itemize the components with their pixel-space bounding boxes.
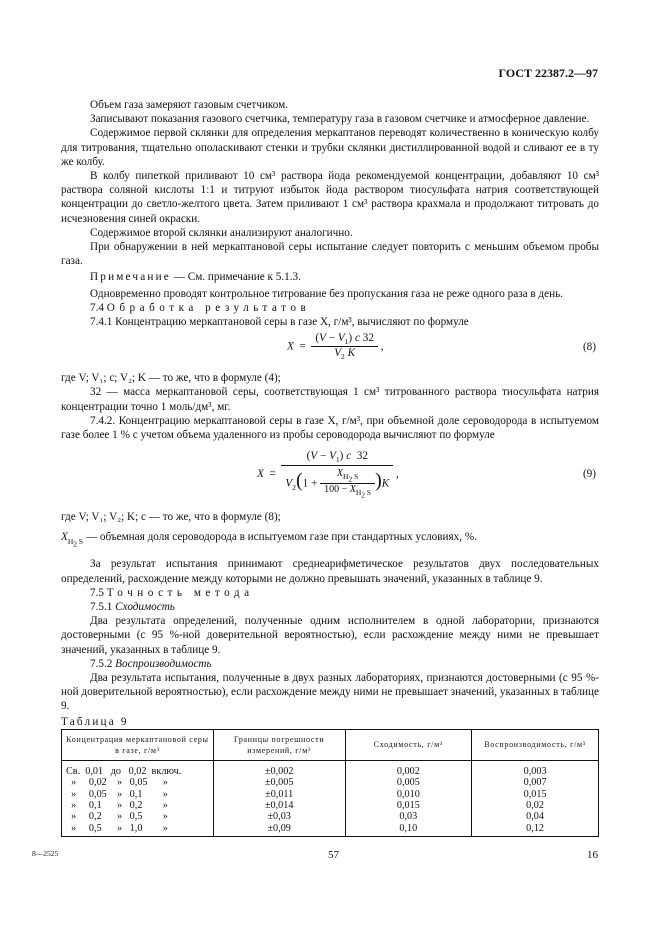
- formula-8: [61, 332, 599, 366]
- repeatability-cell: 0,015: [345, 800, 472, 811]
- reproducibility-cell: 0,04: [472, 811, 599, 822]
- table-row: [62, 800, 599, 811]
- section-heading: [61, 586, 599, 600]
- formula-8-expression: X = $\frac{(V - V_1) c 32}{V_2 K}$ ,: [287, 332, 384, 362]
- repeatability-cell: 0,005: [345, 777, 472, 788]
- paragraph: Два результата испытания, полученные в двух разных лабораториях, признаются достоверными (с 95 %-ной доверительной вероятностью), если расхождение между ними не превышает значений, указанных в таблице 9.: [61, 672, 599, 713]
- error-cell: ±0,005: [213, 777, 345, 788]
- table-row: [62, 777, 599, 788]
- table-label: Таблица 9: [61, 715, 129, 728]
- reproducibility-cell: 0,015: [472, 789, 599, 800]
- repeatability-cell: 0,002: [345, 760, 472, 777]
- paragraph: Объем газа замеряют газовым счетчиком.: [90, 99, 289, 111]
- repeatability-cell: 0,03: [345, 811, 472, 822]
- paragraph: Записывают показания газового счетчика, температуру газа в газовом счетчике и атмосферное давление.: [90, 113, 590, 126]
- paragraph: При обнаружении в ней меркаптановой серы испытание следует повторить с меньшим объемом пробы газа.: [61, 241, 599, 268]
- column-header: Границы погрешности измерений, г/м³: [213, 729, 345, 760]
- page-number: 57: [328, 849, 339, 861]
- section-title: Сходимость: [115, 601, 175, 614]
- standard-number: ГОСТ 22387.2—97: [498, 66, 598, 80]
- subsection-heading: [61, 657, 599, 671]
- concentration-cell: Св. 0,01 до 0,02 включ.: [62, 760, 214, 777]
- repeatability-cell: 0,10: [345, 823, 472, 837]
- subsection-heading: [61, 600, 599, 614]
- concentration-cell: » 0,02 » 0,05 »: [62, 777, 214, 788]
- main-text: [61, 98, 599, 837]
- section-number: 7.4: [90, 301, 107, 314]
- paragraph: 7.4.1 Концентрацию меркаптановой серы в газе X, г/м³, вычисляют по формуле: [90, 316, 469, 329]
- paragraph: где V; V₁; V₂; K; c — то же, что в формуле (8);: [61, 511, 281, 524]
- paragraph: Два результата определений, полученные одним исполнителем в одной лаборатории, признаются достоверными (с 95 %-ной доверительной вероятностью), если расхождение между ними не превышает значений, указанных в таблице 9.: [61, 615, 599, 656]
- sheet-number: 16: [587, 849, 598, 861]
- note-text: — См. примечание к 5.1.3.: [170, 271, 301, 284]
- formula-number: (9): [582, 468, 596, 481]
- formula-number: (8): [582, 341, 596, 354]
- table-row: [62, 789, 599, 800]
- section-title: Воспроизводимость: [115, 657, 212, 670]
- column-header: Сходимость, г/м³: [345, 729, 472, 760]
- section-title: Обработка результатов: [106, 301, 311, 314]
- note-label: Примечание: [90, 271, 171, 284]
- error-cell: ±0,014: [213, 800, 345, 811]
- column-header: Воспроизводимость, г/м³: [472, 729, 599, 760]
- note: [61, 270, 599, 284]
- section-title: Точность метода: [106, 586, 254, 599]
- error-cell: ±0,09: [213, 823, 345, 837]
- table-row: [62, 823, 599, 837]
- reproducibility-cell: 0,003: [472, 760, 599, 777]
- paragraph: где V; V₁; c; V₂; K — то же, что в формуле (4);: [61, 372, 281, 385]
- section-number: 7.5.2: [90, 657, 116, 670]
- reproducibility-cell: 0,02: [472, 800, 599, 811]
- error-cell: ±0,002: [213, 760, 345, 777]
- table-9: [61, 729, 599, 837]
- print-code: 8—2525: [32, 849, 59, 858]
- paragraph: Содержимое второй склянки анализируют аналогично.: [90, 226, 353, 239]
- paragraph: 7.4.2. Концентрацию меркаптановой серы в газе X, г/м³, при объемной доле сероводорода в испытуемом газе более 1 % с учетом объема удаленного из пробы сероводорода вычисляют по формуле: [61, 414, 599, 442]
- concentration-cell: » 0,5 » 1,0 »: [62, 823, 214, 837]
- error-cell: ±0,011: [213, 789, 345, 800]
- paragraph: $X_{H_2 S}$ — объемная доля сероводорода в испытуемом газе при стандартных условиях, %.: [61, 531, 477, 549]
- formula-9-expression: X = $(V - V_1)$ c 32 $V_2(1$ + $\frac{X_{H_2 S}}{100 - X_{H_2 S}}$ )K ,: [257, 450, 399, 500]
- section-number: 7.5: [90, 586, 107, 599]
- definition-text: — объемная доля сероводорода в испытуемом газе при стандартных условиях, %.: [83, 531, 477, 544]
- paragraph: Одновременно проводят контрольное титрование без пропускания газа не реже одного раза в день.: [90, 287, 563, 300]
- table-row: [62, 811, 599, 822]
- table-header-row: [62, 729, 599, 760]
- paragraph: За результат испытания принимают среднеарифметическое результатов двух последовательных определений, расхождение между которыми не должно превышать значений, указанных в таблице 9.: [61, 558, 599, 585]
- paragraph: Содержимое первой склянки для определения меркаптанов переводят количественно в коническую колбу для титрования, тщательно ополаскивают стенки и трубки склянки дистиллированной водой и сливают ее в ту же колбу.: [61, 127, 599, 168]
- concentration-cell: » 0,1 » 0,2 »: [62, 800, 214, 811]
- paragraph: В колбу пипеткой приливают 10 см³ раствора йода рекомендуемой концентрации, добавляют 10 см³ раствора соляной кислоты 1:1 и титруют избыток йода раствором тиосульфата натрия соответствующей концентрации до светло-желтого цвета. Затем приливают 1 см³ раствора крахмала и продолжают титровать до исчезновения синей окраски.: [61, 170, 599, 225]
- reproducibility-cell: 0,007: [472, 777, 599, 788]
- table-row: [62, 760, 599, 777]
- error-cell: ±0,03: [213, 811, 345, 822]
- paragraph: 32 — масса меркаптановой серы, соответствующая 1 см³ титрованного раствора тиосульфата натрия концентрации точно 1 моль/дм³, мг.: [61, 386, 599, 413]
- section-heading: [61, 301, 599, 315]
- concentration-cell: » 0,2 » 0,5 »: [62, 811, 214, 822]
- column-header: Концентрация меркаптановой серы в газе, г/м³: [62, 729, 214, 760]
- formula-9: [61, 444, 599, 506]
- concentration-cell: » 0,05 » 0,1 »: [62, 789, 214, 800]
- section-number: 7.5.1: [90, 601, 116, 614]
- repeatability-cell: 0,010: [345, 789, 472, 800]
- reproducibility-cell: 0,12: [472, 823, 599, 837]
